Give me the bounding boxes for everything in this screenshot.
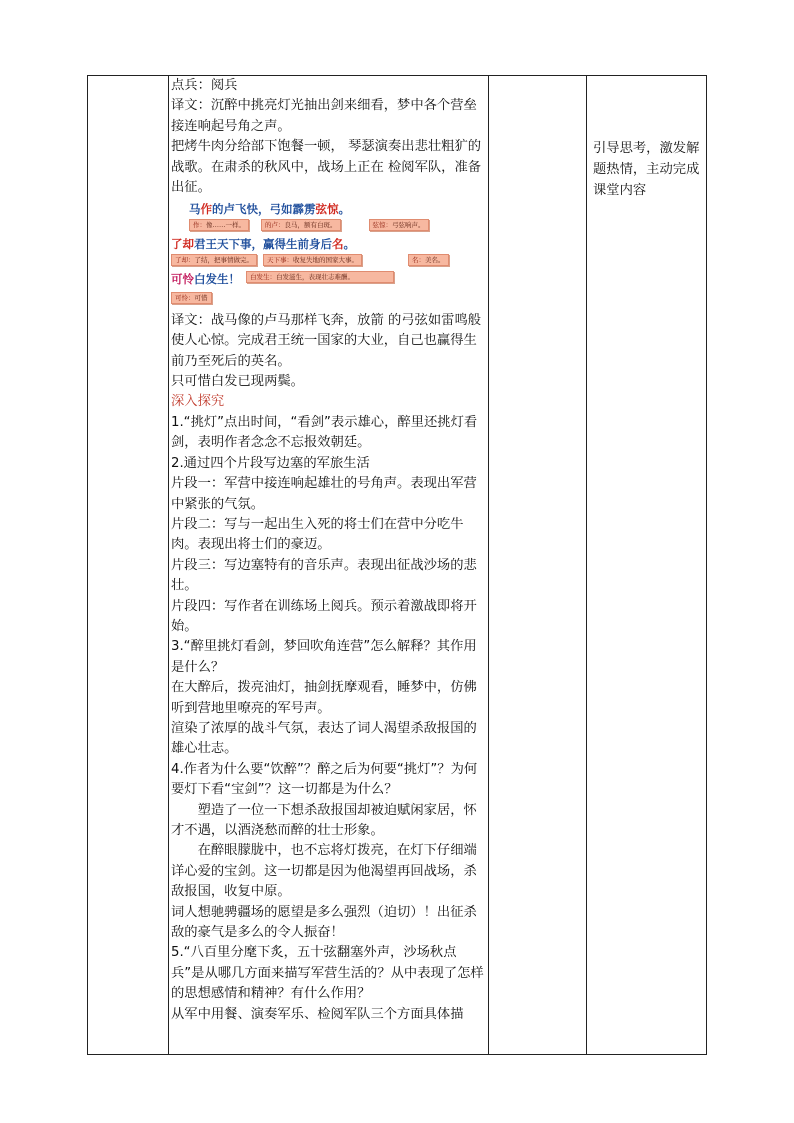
table-divider-3 xyxy=(586,75,587,1055)
question-4: 4.作者为什么要“饮醉”？醉之后为何要“挑灯”？为何要灯下看“宝剑”？这一切都是为什么？ xyxy=(171,761,478,798)
main-content xyxy=(171,76,487,1025)
fragment-2: 片段二：写与一起出生入死的将士们在营中分吃牛肉。表现出将士们的豪迈。 xyxy=(171,516,464,553)
section-title: 深入探究 xyxy=(171,394,225,410)
table-divider-2 xyxy=(488,75,489,1055)
fragment-1: 片段一：军营中接连响起雄壮的号角声。表现出军营中紧张的气氛。 xyxy=(171,476,477,512)
translation-1: 译文：沉醉中挑亮灯光抽出剑来细看，梦中各个营垒接连响起号角之声。 xyxy=(171,98,477,134)
answer-4c: 词人想驰骋疆场的愿望是多么强烈（迫切）！出征杀敌的豪气是多么的令人振奋！ xyxy=(171,904,477,941)
note-box: 天下事：收复失地的国家大事。 xyxy=(263,254,362,266)
answer-4b: 在醉眼朦胧中，也不忘将灯拨亮，在灯下仔细端详心爱的宝剑。这一切都是因为他渴望再回战场，杀敌报国，收复中原。 xyxy=(171,843,477,900)
translation-2: 译文：战马像的卢马那样飞奔，放箭 的弓弦如雷鸣般使人心惊。完成君王统一国家的大业，自己也赢得生前乃至死后的英名。 xyxy=(171,312,482,369)
verse-line-1: 马作的卢飞快，弓如霹雳弦惊。 xyxy=(189,202,350,217)
heading: 点兵：阅兵 xyxy=(171,78,238,93)
answer-4a: 塑造了一位一下想杀敌报国却被迫赋闲家居，怀才不遇，以酒浇愁而醉的壮士形象。 xyxy=(171,802,477,838)
verse-notes-1 xyxy=(189,219,487,231)
answer-3b: 渲染了浓厚的战斗气氛，表达了词人渴望杀敌报国的雄心壮志。 xyxy=(171,720,477,757)
table-border-left xyxy=(87,75,88,1055)
note-box: 弦惊：弓弦响声。 xyxy=(369,219,429,231)
fragment-4: 片段四：写作者在训练场上阅兵。预示着激战即将开始。 xyxy=(171,598,477,634)
note-box: 的卢：良马，额有白斑。 xyxy=(261,219,341,231)
answer-3a: 在大醉后，拨亮油灯，抽剑抚摩观看，睡梦中，仿佛听到营地里嘹亮的军号声。 xyxy=(171,680,477,716)
side-text: 引导思考，激发解题热情，主动完成课堂内容 xyxy=(593,141,700,198)
note-box: 名：美名。 xyxy=(408,254,449,266)
question-2: 2.通过四个片段写边塞的军旅生活 xyxy=(171,455,370,471)
table-border-bottom xyxy=(87,1054,707,1055)
translation-1b: 把烤牛肉分给部下饱餐一顿， 琴瑟演奏出悲壮粗犷的战歌。在肃杀的秋风中，战场上正在 检阅军队，准备出征。 xyxy=(171,139,482,196)
table-border-right xyxy=(706,75,707,1055)
teacher-activity xyxy=(593,138,703,201)
fragment-3: 片段三：写边塞特有的音乐声。表现出征战沙场的悲壮。 xyxy=(171,557,477,594)
note-box: 可怜：可惜 xyxy=(171,292,212,304)
answer-5: 从军中用餐、演奏军乐、检阅军队三个方面具体描 xyxy=(171,1006,464,1022)
verse-line-3: 可怜白发生！ xyxy=(171,272,240,287)
table-divider-1 xyxy=(168,75,169,1055)
note-box: 白发生：白发滋生，表现壮志难酬。 xyxy=(246,271,394,283)
translation-2b: 只可惜白发已现两鬓。 xyxy=(171,374,304,390)
note-box: 了却：了结，把事情做完。 xyxy=(171,254,257,266)
note-box: 作：像……一样。 xyxy=(189,219,249,231)
verse-notes-2 xyxy=(171,254,487,266)
verse-line-2: 了却君王天下事，赢得生前身后名。 xyxy=(171,237,355,252)
verse-image-block-2 xyxy=(171,236,487,266)
question-1: 1.“挑灯”点出时间，“看剑”表示雄心，醉里还挑灯看剑，表明作者念念不忘报效朝廷。 xyxy=(171,414,478,451)
question-3: 3.“醉里挑灯看剑，梦回吹角连营”怎么解释？其作用是什么？ xyxy=(171,639,477,675)
verse-image-block-3 xyxy=(171,271,487,307)
question-5: 5.“八百里分麾下炙，五十弦翻塞外声，沙场秋点兵”是从哪几方面来描写军营生活的？从中表现了怎样的思想感情和精神？有什么作用？ xyxy=(171,945,484,1002)
verse-image-block xyxy=(171,201,487,231)
